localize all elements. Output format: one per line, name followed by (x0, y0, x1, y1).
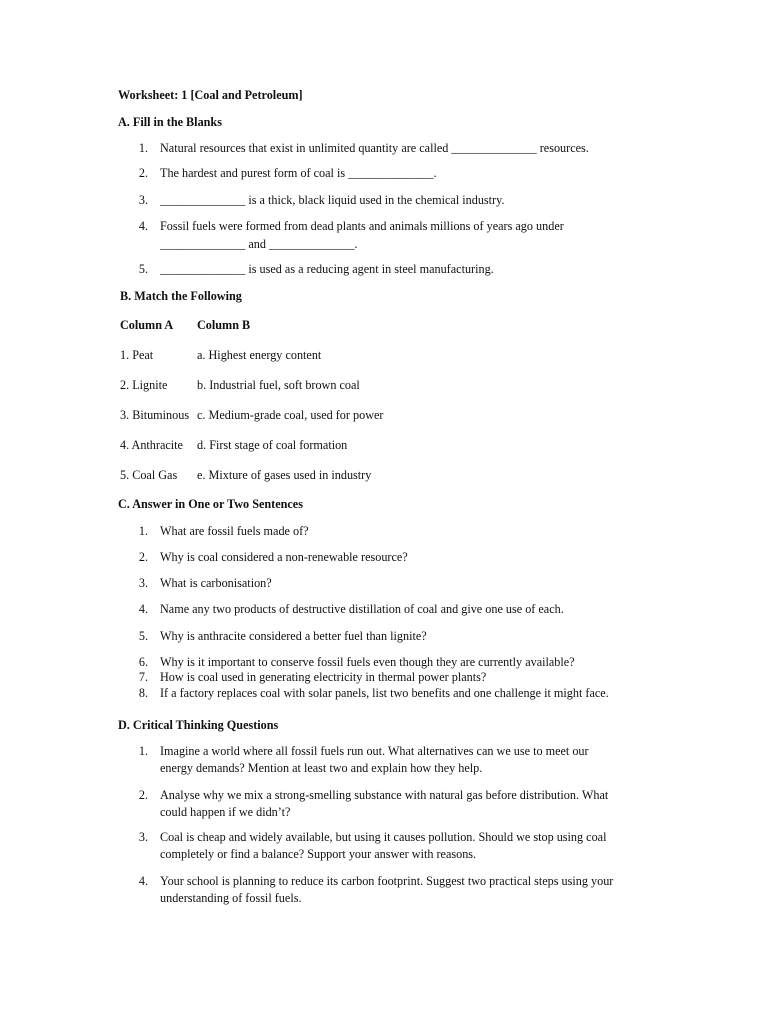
match-row-b: d. First stage of coal formation (197, 438, 348, 452)
list-item-number: 2. (138, 550, 148, 564)
section-d-heading: D. Critical Thinking Questions (118, 718, 279, 732)
list-item-number: 8. (138, 686, 148, 700)
match-row-b: c. Medium-grade coal, used for power (197, 408, 384, 422)
list-item-number: 2. (138, 166, 148, 180)
list-item-text: What is carbonisation? (160, 576, 272, 590)
match-row-b: b. Industrial fuel, soft brown coal (197, 378, 360, 392)
list-item-number: 5. (138, 629, 148, 643)
match-row-b: a. Highest energy content (197, 348, 322, 362)
match-row-a: 2. Lignite (120, 378, 168, 392)
list-item-number: 5. (138, 262, 148, 276)
list-item-text: Why is coal considered a non-renewable resource? (160, 550, 408, 564)
list-item-text: ______________ is a thick, black liquid used in the chemical industry. (160, 193, 505, 207)
list-item-text: ______________ is used as a reducing agent in steel manufacturing. (160, 262, 494, 276)
list-item-number: 1. (138, 524, 148, 538)
list-item-text: Natural resources that exist in unlimited quantity are called ______________ resources. (160, 141, 589, 155)
worksheet-title: Worksheet: 1 [Coal and Petroleum] (118, 88, 303, 102)
list-item-text-continued: ______________ and ______________. (160, 237, 358, 251)
section-b-heading: B. Match the Following (120, 289, 242, 303)
list-item-text: The hardest and purest form of coal is ______________. (160, 166, 437, 180)
list-item-text: Analyse why we mix a strong-smelling substance with natural gas before distribution. What (160, 788, 609, 802)
list-item-number: 1. (138, 744, 148, 758)
column-b-header: Column B (197, 318, 251, 332)
list-item-text-continued: completely or find a balance? Support your answer with reasons. (160, 847, 477, 861)
list-item-text: Imagine a world where all fossil fuels run out. What alternatives can we use to meet our (160, 744, 589, 758)
list-item-text: What are fossil fuels made of? (160, 524, 309, 538)
section-c-heading: C. Answer in One or Two Sentences (118, 497, 303, 511)
list-item-number: 6. (138, 655, 148, 669)
list-item-number: 7. (138, 670, 148, 684)
list-item-number: 4. (138, 874, 148, 888)
match-row-a: 3. Bituminous (120, 408, 190, 422)
list-item-text-continued: understanding of fossil fuels. (160, 891, 302, 905)
match-row-a: 4. Anthracite (120, 438, 183, 452)
section-a-heading: A. Fill in the Blanks (118, 115, 222, 129)
list-item-text-continued: could happen if we didn’t? (160, 805, 291, 819)
list-item-text: Why is anthracite considered a better fuel than lignite? (160, 629, 427, 643)
list-item-text: Coal is cheap and widely available, but using it causes pollution. Should we stop using coal (160, 830, 607, 844)
list-item-number: 1. (138, 141, 148, 155)
list-item-number: 3. (138, 576, 148, 590)
list-item-text: Your school is planning to reduce its carbon footprint. Suggest two practical steps using your (160, 874, 614, 888)
list-item-text: Name any two products of destructive distillation of coal and give one use of each. (160, 602, 564, 616)
list-item-number: 4. (138, 602, 148, 616)
list-item-text: If a factory replaces coal with solar panels, list two benefits and one challenge it might face. (160, 686, 609, 700)
match-row-b: e. Mixture of gases used in industry (197, 468, 372, 482)
list-item-number: 3. (138, 193, 148, 207)
list-item-number: 4. (138, 219, 148, 233)
list-item-number: 2. (138, 788, 148, 802)
list-item-text: Why is it important to conserve fossil fuels even though they are currently available? (160, 655, 575, 669)
list-item-text-continued: energy demands? Mention at least two and explain how they help. (160, 761, 483, 775)
match-row-a: 5. Coal Gas (120, 468, 178, 482)
list-item-text: Fossil fuels were formed from dead plants and animals millions of years ago under (160, 219, 564, 233)
list-item-number: 3. (138, 830, 148, 844)
column-a-header: Column A (120, 318, 174, 332)
list-item-text: How is coal used in generating electricity in thermal power plants? (160, 670, 487, 684)
match-row-a: 1. Peat (120, 348, 154, 362)
